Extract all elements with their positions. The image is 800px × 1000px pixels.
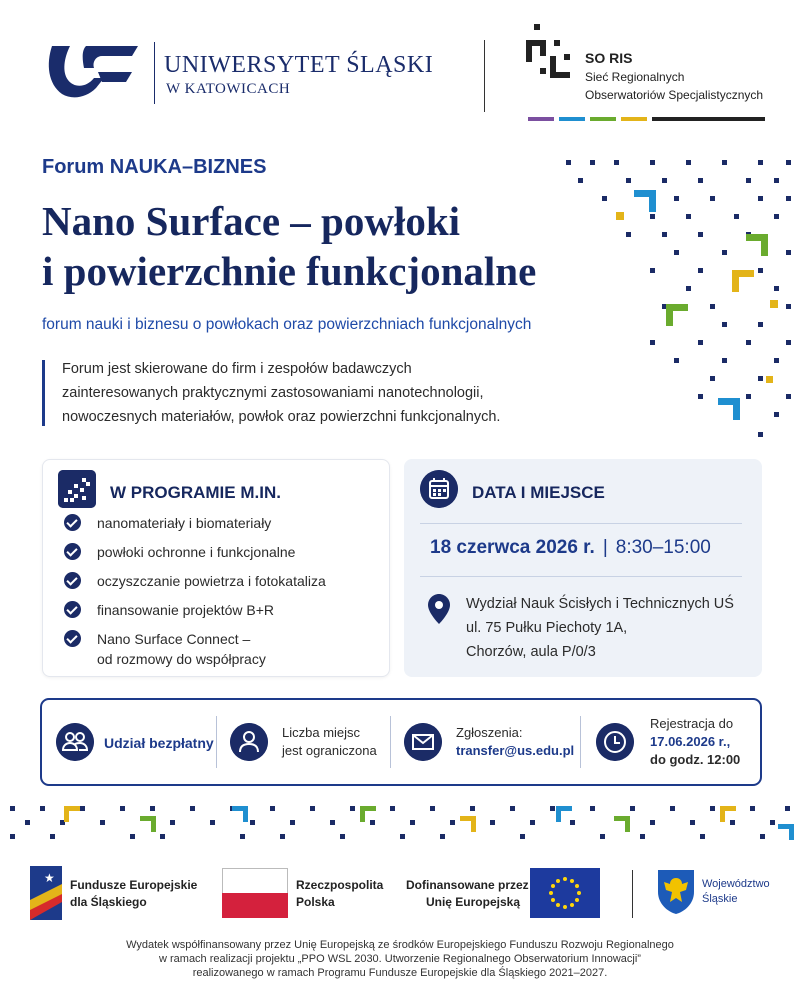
event-date: 18 czerwca 2026 r. bbox=[430, 537, 595, 558]
list-item-text: oczyszczanie powietrza i fotokataliza bbox=[97, 573, 326, 589]
footer-divider bbox=[632, 870, 633, 918]
person-icon bbox=[230, 723, 268, 761]
check-circle-icon bbox=[64, 572, 81, 589]
event-address bbox=[466, 592, 734, 664]
list-item bbox=[64, 629, 326, 669]
date-separator: | bbox=[602, 537, 608, 558]
program-title: W PROGRAMIE M.IN. bbox=[110, 483, 281, 502]
intro-line1: Forum jest skierowane do firm i zespołów badawczych bbox=[62, 361, 412, 377]
poland-line2: Polska bbox=[296, 895, 335, 909]
list-item-text-line1: Nano Surface Connect – bbox=[97, 631, 251, 647]
soris-logo-icon bbox=[526, 24, 572, 86]
list-item-text: powłoki ochronne i funkcjonalne bbox=[97, 544, 296, 560]
page-title bbox=[42, 196, 536, 296]
svg-text:★: ★ bbox=[44, 871, 55, 885]
address-line2: ul. 75 Pułku Piechoty 1A, bbox=[466, 620, 628, 636]
limited-seats-text bbox=[282, 724, 377, 760]
divider bbox=[420, 523, 742, 524]
divider bbox=[420, 576, 742, 577]
color-bar-blue bbox=[559, 117, 585, 121]
silesia-line1: Województwo bbox=[702, 878, 770, 890]
soris-subtitle-line2: Obserwatoriów Specjalistycznych bbox=[585, 88, 764, 102]
forum-label: Forum NAUKA–BIZNES bbox=[42, 156, 267, 178]
color-bar-yellow bbox=[621, 117, 647, 121]
color-bar-green bbox=[590, 117, 616, 121]
check-circle-icon bbox=[64, 543, 81, 560]
color-bar-purple bbox=[528, 117, 554, 121]
funding-disclaimer bbox=[0, 938, 800, 980]
free-participation-label: Udział bezpłatny bbox=[104, 735, 214, 751]
university-name: UNIWERSYTET ŚLĄSKI bbox=[164, 52, 434, 78]
soris-subtitle-line1: Sieć Regionalnych bbox=[585, 70, 685, 84]
registration-deadline: 17.06.2026 r., bbox=[650, 734, 731, 749]
people-icon bbox=[56, 723, 94, 761]
disclaimer-line1: Wydatek współfinansowany przez Unię Europejską ze środków Europejskiego Funduszu Rozwoju Regionalnego bbox=[126, 939, 674, 951]
list-item-text: finansowanie projektów B+R bbox=[97, 602, 275, 618]
european-funds-line1: Fundusze Europejskie bbox=[70, 878, 198, 892]
intro-line2: zainteresowanych praktycznymi zastosowaniami nanotechnologii, bbox=[62, 385, 484, 401]
clock-icon bbox=[596, 723, 634, 761]
title-line1: Nano Surface – powłoki bbox=[42, 198, 461, 244]
program-list bbox=[64, 513, 326, 678]
limited-seats-line2: jest ograniczona bbox=[282, 743, 377, 758]
address-line3: Chorzów, aula P/0/3 bbox=[466, 644, 596, 660]
header-divider-right bbox=[484, 40, 485, 112]
color-bar-black bbox=[652, 117, 765, 121]
eu-flag-icon bbox=[530, 868, 600, 918]
silesia-line2: Śląskie bbox=[702, 893, 738, 905]
grid-dots-icon bbox=[58, 470, 96, 508]
eu-funding-line1: Dofinansowane przez bbox=[406, 878, 529, 892]
registration-line1: Rejestracja do bbox=[650, 716, 734, 731]
university-logo-icon bbox=[42, 38, 140, 104]
silesia-text bbox=[702, 877, 770, 907]
soris-color-bars bbox=[528, 117, 774, 121]
event-time: 8:30–15:00 bbox=[615, 537, 711, 558]
info-divider bbox=[580, 716, 581, 768]
header-divider bbox=[154, 42, 155, 104]
european-funds-text bbox=[70, 877, 197, 911]
european-funds-line2: dla Śląskiego bbox=[70, 895, 147, 909]
applications-block bbox=[456, 724, 574, 760]
disclaimer-line2: w ramach realizacji projektu „PPO WSL 2030. Utworzenie Regionalnego Obserwatorium Innowacji” bbox=[159, 953, 641, 965]
polish-flag-icon bbox=[222, 868, 288, 918]
list-item bbox=[64, 571, 326, 591]
check-circle-icon bbox=[64, 514, 81, 531]
list-item bbox=[64, 542, 326, 562]
university-city: W KATOWICACH bbox=[166, 81, 291, 97]
map-pin-icon bbox=[428, 594, 450, 624]
silesia-coat-of-arms-icon bbox=[656, 868, 696, 916]
list-item-text: nanomateriały i biomateriały bbox=[97, 515, 272, 531]
intro-text bbox=[62, 357, 500, 429]
address-line1: Wydział Nauk Ścisłych i Technicznych UŚ bbox=[466, 596, 734, 612]
info-divider bbox=[216, 716, 217, 768]
poland-text bbox=[296, 877, 383, 911]
list-item-text-line2: od rozmowy do współpracy bbox=[97, 651, 266, 667]
list-item bbox=[64, 600, 326, 620]
registration-block bbox=[650, 715, 740, 769]
check-circle-icon bbox=[64, 601, 81, 618]
info-divider bbox=[390, 716, 391, 768]
eu-funding-line2: Unię Europejską bbox=[425, 895, 520, 909]
eu-funding-text bbox=[406, 877, 529, 911]
soris-title: SO RIS bbox=[585, 50, 633, 66]
intro-accent-bar bbox=[42, 360, 45, 426]
check-circle-icon bbox=[64, 630, 81, 647]
date-place-title: DATA I MIEJSCE bbox=[472, 483, 605, 502]
registration-line3: do godz. 12:00 bbox=[650, 752, 741, 767]
decorative-dot-pattern bbox=[560, 150, 800, 450]
intro-line3: nowoczesnych materiałów, powłok oraz powierzchni funkcjonalnych. bbox=[62, 409, 501, 425]
list-item bbox=[64, 513, 326, 533]
list-item-text bbox=[97, 629, 266, 669]
page-subtitle: forum nauki i biznesu o powłokach oraz powierzchniach funkcjonalnych bbox=[42, 316, 532, 333]
event-date-time bbox=[430, 537, 711, 559]
limited-seats-line1: Liczba miejsc bbox=[282, 725, 361, 740]
decorative-dot-band bbox=[0, 802, 800, 846]
european-funds-logo-icon bbox=[30, 866, 62, 920]
applications-label: Zgłoszenia: bbox=[456, 725, 523, 740]
calendar-icon bbox=[420, 470, 458, 508]
poland-line1: Rzeczpospolita bbox=[296, 878, 384, 892]
applications-email-link[interactable]: transfer@us.edu.pl bbox=[456, 743, 575, 758]
title-line2: i powierzchnie funkcjonalne bbox=[42, 248, 537, 294]
mail-icon bbox=[404, 723, 442, 761]
disclaimer-line3: realizowanego w ramach Programu Fundusze Europejskie dla Śląskiego 2021–2027. bbox=[192, 967, 608, 979]
